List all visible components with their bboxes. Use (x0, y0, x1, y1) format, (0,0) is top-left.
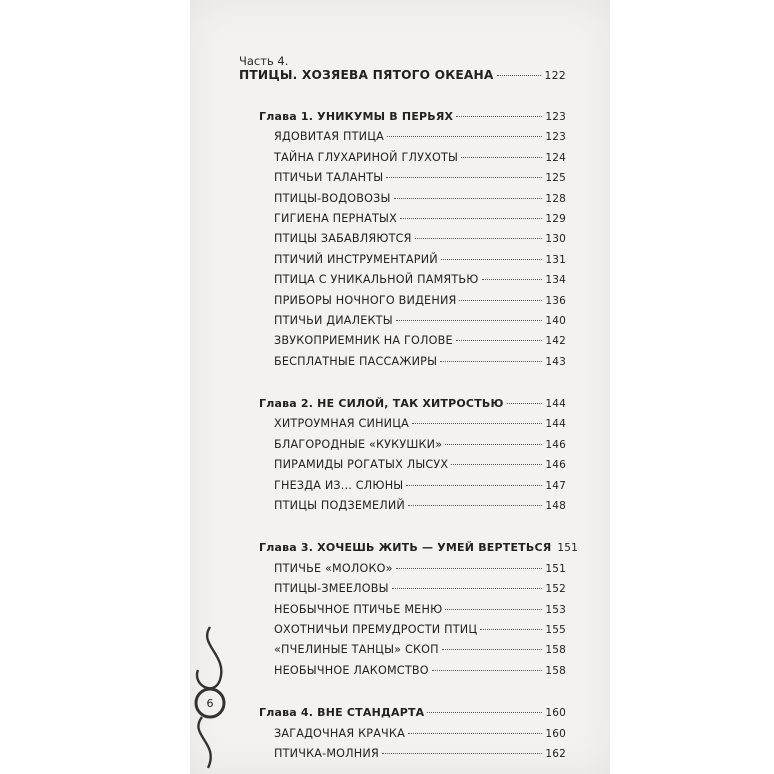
dot-leader (406, 485, 542, 486)
dot-leader (387, 136, 542, 137)
section-entry (274, 479, 566, 499)
dot-leader (451, 464, 542, 465)
section-page: 143 (545, 355, 566, 368)
section-entry (274, 562, 566, 582)
section-page: 148 (545, 500, 566, 513)
section-entry (274, 273, 566, 293)
dot-leader (440, 361, 542, 362)
section-page: 153 (545, 603, 566, 616)
part-label: Часть 4. (239, 54, 289, 68)
section-title: «ПЧЕЛИНЫЕ ТАНЦЫ» СКОП (274, 643, 439, 657)
section-title: ГИГИЕНА ПЕРНАТЫХ (274, 211, 397, 225)
section-page: 158 (545, 644, 566, 657)
section-page: 146 (545, 459, 566, 472)
section-title: ПТИЧЬЕ «МОЛОКО» (274, 561, 393, 575)
section-entry (274, 212, 566, 232)
dot-leader (415, 238, 543, 239)
spacer (239, 375, 566, 397)
section-entry (274, 582, 566, 602)
section-page: 142 (545, 335, 566, 348)
dot-leader (408, 733, 542, 734)
folio-number: 6 (206, 697, 214, 710)
section-title: ЗАГАДОЧНАЯ КРАЧКА (274, 726, 405, 740)
section-entry (274, 314, 566, 334)
section-title: ХИТРОУМНАЯ СИНИЦА (274, 417, 409, 431)
dot-leader (386, 177, 542, 178)
dot-leader (382, 753, 542, 754)
dot-leader (497, 75, 542, 76)
chapter-title: Глава 2. НЕ СИЛОЙ, ТАК ХИТРОСТЬЮ (259, 397, 504, 411)
dot-leader (396, 568, 543, 569)
section-title: БЛАГОРОДНЫЕ «КУКУШКИ» (274, 437, 443, 451)
section-page: 128 (545, 192, 566, 205)
section-title: ПТИЦЫ ЗАБАВЛЯЮТСЯ (274, 232, 412, 246)
section-page: 123 (545, 131, 566, 144)
section-entry (274, 643, 566, 663)
dot-leader (441, 259, 542, 260)
section-entry (274, 171, 566, 191)
dot-leader (396, 320, 543, 321)
section-title: ОХОТНИЧЬИ ПРЕМУДРОСТИ ПТИЦ (274, 622, 478, 636)
section-entry (274, 232, 566, 252)
dot-leader (461, 157, 542, 158)
chapter-page: 123 (545, 111, 566, 123)
section-entry (274, 664, 566, 684)
section-page: 130 (545, 233, 566, 246)
dot-leader (456, 340, 543, 341)
section-page: 134 (545, 274, 566, 287)
dot-leader (392, 588, 543, 589)
section-page: 125 (545, 172, 566, 185)
chapter-list (239, 88, 579, 767)
section-entry (274, 130, 566, 150)
section-page: 147 (545, 479, 566, 492)
ornament-swirl (197, 627, 221, 688)
section-page: 124 (545, 151, 566, 164)
chapter-title: Глава 4. ВНЕ СТАНДАРТА (259, 706, 425, 720)
section-entry (274, 417, 566, 437)
section-title: ПТИЧКА-МОЛНИЯ (274, 746, 379, 760)
dot-leader (456, 116, 542, 117)
section-page: 158 (545, 664, 566, 677)
section-title: ПТИЧИЙ ИНСТРУМЕНТАРИЙ (274, 252, 438, 266)
dot-leader (445, 609, 542, 610)
ornament-tail (198, 717, 210, 768)
section-title: ЯДОВИТАЯ ПТИЦА (274, 130, 384, 144)
section-page: 162 (545, 747, 566, 760)
part-page: 122 (544, 69, 566, 82)
chapter-page: 151 (557, 542, 579, 555)
chapter-title: Глава 1. УНИКУМЫ В ПЕРЬЯХ (259, 110, 454, 123)
section-page: 160 (545, 727, 566, 740)
spacer (239, 519, 566, 541)
chapter-entry (259, 706, 566, 726)
section-title: НЕОБЫЧНОЕ ПТИЧЬЕ МЕНЮ (274, 602, 443, 616)
section-title: ПИРАМИДЫ РОГАТЫХ ЛЫСУХ (274, 458, 449, 472)
chapter-entry (259, 397, 566, 417)
section-entry (274, 603, 566, 623)
section-page: 136 (545, 294, 566, 307)
dot-leader (400, 218, 542, 219)
section-page: 152 (545, 583, 566, 596)
section-entry (274, 623, 566, 643)
dot-leader (432, 670, 543, 671)
section-entry (274, 151, 566, 171)
section-entry (274, 355, 566, 375)
dot-leader (442, 649, 543, 650)
dot-leader (394, 198, 543, 199)
chapter-entry (259, 110, 566, 130)
section-title: ПТИЦЫ-ЗМЕЕЛОВЫ (274, 582, 389, 596)
dot-leader (480, 629, 542, 630)
dot-leader (507, 403, 543, 404)
section-entry (274, 253, 566, 273)
part-entry (239, 68, 566, 88)
table-of-contents (239, 54, 579, 767)
dot-leader (459, 300, 542, 301)
section-entry (274, 727, 566, 747)
section-title: ПТИЧЬИ ТАЛАНТЫ (274, 171, 384, 185)
dot-leader (408, 505, 542, 506)
chapter-page: 160 (545, 707, 566, 720)
chapter-page: 144 (545, 398, 566, 411)
chapter-title: Глава 3. ХОЧЕШЬ ЖИТЬ — УМЕЙ ВЕРТЕТЬСЯ (259, 541, 552, 555)
spacer (239, 684, 566, 706)
section-title: ПРИБОРЫ НОЧНОГО ВИДЕНИЯ (274, 293, 457, 307)
section-page: 151 (545, 562, 566, 575)
ornament-folio (180, 625, 240, 770)
section-entry (274, 334, 566, 354)
section-entry (274, 294, 566, 314)
chapter-entry (259, 541, 579, 561)
section-title: ЗВУКОПРИЕМНИК НА ГОЛОВЕ (274, 334, 453, 348)
section-page: 129 (545, 212, 566, 225)
section-page: 146 (545, 438, 566, 451)
section-page: 140 (545, 314, 566, 327)
section-title: БЕСПЛАТНЫЕ ПАССАЖИРЫ (274, 354, 438, 368)
section-page: 144 (545, 418, 566, 431)
section-title: ПТИЦА С УНИКАЛЬНОЙ ПАМЯТЬЮ (274, 273, 479, 287)
section-title: ГНЕЗДА ИЗ... СЛЮНЫ (274, 478, 404, 492)
section-page: 155 (545, 623, 566, 636)
section-title: НЕОБЫЧНОЕ ЛАКОМСТВО (274, 663, 429, 677)
section-title: ПТИЦЫ-ВОДОВОЗЫ (274, 191, 391, 205)
section-entry (274, 499, 566, 519)
dot-leader (445, 444, 542, 445)
dot-leader (412, 423, 542, 424)
section-title: ПТИЦЫ ПОДЗЕМЕЛИЙ (274, 499, 405, 513)
section-entry (274, 438, 566, 458)
spacer (239, 88, 566, 110)
section-title: ПТИЧЬИ ДИАЛЕКТЫ (274, 313, 393, 327)
section-entry (274, 747, 566, 767)
section-entry (274, 458, 566, 478)
dot-leader (482, 279, 543, 280)
part-title: ПТИЦЫ. ХОЗЯЕВА ПЯТОГО ОКЕАНА (239, 68, 494, 82)
section-entry (274, 192, 566, 212)
section-title: ТАЙНА ГЛУХАРИНОЙ ГЛУХОТЫ (274, 150, 459, 164)
dot-leader (427, 712, 542, 713)
section-page: 131 (545, 253, 566, 266)
